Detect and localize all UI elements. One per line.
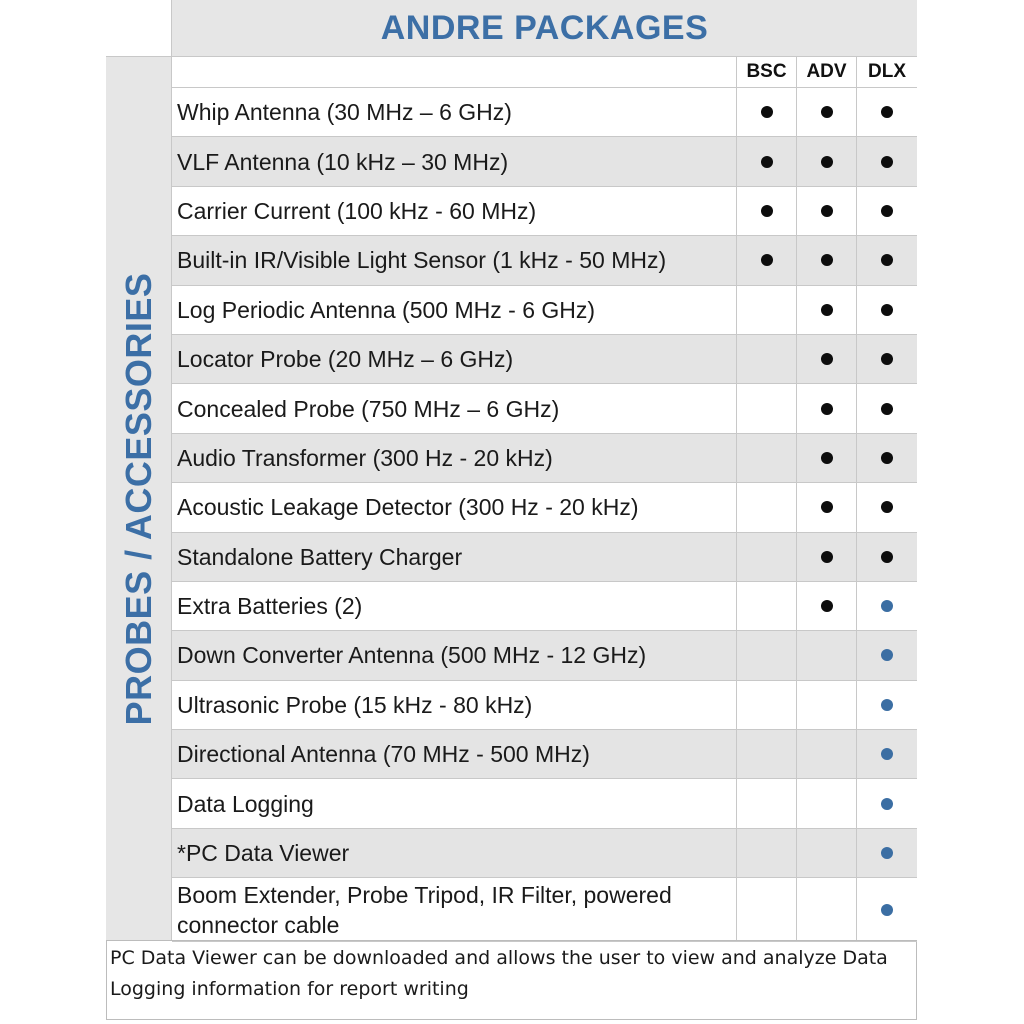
table-row	[172, 681, 917, 730]
included-dot-icon	[761, 254, 773, 266]
package-cell-dlx	[856, 384, 917, 432]
included-dot-icon	[881, 699, 893, 711]
table-row	[172, 878, 917, 942]
package-cell-dlx	[856, 829, 917, 877]
feature-rows	[172, 88, 917, 942]
package-cell-dlx	[856, 631, 917, 679]
package-cell-bsc	[736, 434, 796, 482]
package-cell-adv	[796, 187, 856, 235]
package-cell-bsc	[736, 236, 796, 284]
package-cell-dlx	[856, 582, 917, 630]
included-dot-icon	[881, 353, 893, 365]
package-cell-bsc	[736, 137, 796, 185]
included-dot-icon	[881, 904, 893, 916]
package-cell-dlx	[856, 779, 917, 827]
package-cell-dlx	[856, 88, 917, 136]
included-dot-icon	[881, 798, 893, 810]
included-dot-icon	[821, 106, 833, 118]
package-cell-dlx	[856, 483, 917, 531]
package-cell-adv	[796, 829, 856, 877]
feature-label: Audio Transformer (300 Hz - 20 kHz)	[177, 444, 553, 471]
included-dot-icon	[881, 452, 893, 464]
package-cell-dlx	[856, 533, 917, 581]
feature-label: Carrier Current (100 kHz - 60 MHz)	[177, 197, 537, 224]
feature-label: VLF Antenna (10 kHz – 30 MHz)	[177, 148, 509, 175]
package-cell-dlx	[856, 335, 917, 383]
package-cell-dlx	[856, 187, 917, 235]
feature-label: Boom Extender, Probe Tripod, IR Filter, powered connector cable	[177, 881, 672, 938]
package-cell-adv	[796, 582, 856, 630]
package-cell-bsc	[736, 582, 796, 630]
package-cell-adv	[796, 137, 856, 185]
included-dot-icon	[881, 205, 893, 217]
package-cell-dlx	[856, 730, 917, 778]
table-row	[172, 582, 917, 631]
included-dot-icon	[821, 304, 833, 316]
feature-label: Whip Antenna (30 MHz – 6 GHz)	[177, 99, 512, 126]
package-cell-adv	[796, 88, 856, 136]
package-cell-adv	[796, 335, 856, 383]
table-row	[172, 187, 917, 236]
included-dot-icon	[881, 847, 893, 859]
package-cell-bsc	[736, 88, 796, 136]
included-dot-icon	[881, 254, 893, 266]
column-header-bsc: BSC	[736, 57, 796, 87]
package-cell-bsc	[736, 779, 796, 827]
table-row	[172, 384, 917, 433]
package-cell-adv	[796, 631, 856, 679]
package-cell-dlx	[856, 434, 917, 482]
feature-label: Standalone Battery Charger	[177, 543, 463, 570]
column-header-row	[172, 57, 917, 88]
included-dot-icon	[761, 205, 773, 217]
table-row	[172, 631, 917, 680]
package-cell-adv	[796, 384, 856, 432]
table-row	[172, 483, 917, 532]
table-row	[172, 829, 917, 878]
table-row	[172, 88, 917, 137]
footnote: PC Data Viewer can be downloaded and allows the user to view and analyze Data Logging information for report writing	[106, 940, 917, 1020]
included-dot-icon	[881, 106, 893, 118]
feature-label: Locator Probe (20 MHz – 6 GHz)	[177, 346, 514, 373]
included-dot-icon	[761, 156, 773, 168]
package-cell-adv	[796, 483, 856, 531]
included-dot-icon	[821, 254, 833, 266]
feature-label: *PC Data Viewer	[177, 840, 350, 867]
column-header-dlx: DLX	[856, 57, 917, 87]
package-cell-bsc	[736, 681, 796, 729]
package-cell-adv	[796, 286, 856, 334]
package-cell-bsc	[736, 533, 796, 581]
table-row	[172, 730, 917, 779]
table-row	[172, 335, 917, 384]
feature-label: Ultrasonic Probe (15 kHz - 80 kHz)	[177, 691, 533, 718]
package-cell-dlx	[856, 681, 917, 729]
title-bar	[172, 0, 917, 57]
package-cell-adv	[796, 779, 856, 827]
package-cell-adv	[796, 878, 856, 941]
feature-label: Extra Batteries (2)	[177, 593, 363, 620]
package-cell-adv	[796, 533, 856, 581]
table-row	[172, 779, 917, 828]
package-cell-bsc	[736, 829, 796, 877]
package-cell-dlx	[856, 236, 917, 284]
included-dot-icon	[761, 106, 773, 118]
package-cell-bsc	[736, 878, 796, 941]
category-label: PROBES / ACCESSORIES	[117, 272, 159, 725]
package-cell-adv	[796, 236, 856, 284]
table-row	[172, 236, 917, 285]
included-dot-icon	[821, 501, 833, 513]
included-dot-icon	[881, 156, 893, 168]
included-dot-icon	[881, 403, 893, 415]
feature-label: Data Logging	[177, 790, 314, 817]
table-row	[172, 137, 917, 186]
included-dot-icon	[821, 353, 833, 365]
table-row	[172, 434, 917, 483]
package-cell-bsc	[736, 384, 796, 432]
feature-label: Concealed Probe (750 MHz – 6 GHz)	[177, 395, 560, 422]
package-cell-bsc	[736, 286, 796, 334]
package-cell-bsc	[736, 187, 796, 235]
included-dot-icon	[821, 551, 833, 563]
included-dot-icon	[881, 304, 893, 316]
feature-label: Acoustic Leakage Detector (300 Hz - 20 kHz)	[177, 494, 639, 521]
included-dot-icon	[821, 600, 833, 612]
included-dot-icon	[881, 600, 893, 612]
included-dot-icon	[821, 452, 833, 464]
included-dot-icon	[821, 205, 833, 217]
feature-label: Directional Antenna (70 MHz - 500 MHz)	[177, 741, 590, 768]
package-cell-adv	[796, 681, 856, 729]
package-cell-adv	[796, 730, 856, 778]
package-cell-bsc	[736, 483, 796, 531]
included-dot-icon	[881, 748, 893, 760]
package-cell-bsc	[736, 730, 796, 778]
package-cell-bsc	[736, 631, 796, 679]
package-cell-dlx	[856, 286, 917, 334]
corner-cell	[106, 0, 172, 57]
included-dot-icon	[821, 403, 833, 415]
package-cell-dlx	[856, 878, 917, 941]
included-dot-icon	[881, 551, 893, 563]
table-row	[172, 286, 917, 335]
included-dot-icon	[881, 649, 893, 661]
feature-label: Built-in IR/Visible Light Sensor (1 kHz - 50 MHz)	[177, 247, 667, 274]
included-dot-icon	[821, 156, 833, 168]
package-cell-dlx	[856, 137, 917, 185]
category-column	[106, 57, 172, 940]
page-title: ANDRE PACKAGES	[380, 8, 709, 47]
column-header-adv: ADV	[796, 57, 856, 87]
feature-label: Log Periodic Antenna (500 MHz - 6 GHz)	[177, 296, 596, 323]
feature-label: Down Converter Antenna (500 MHz - 12 GHz)	[177, 642, 647, 669]
table-row	[172, 533, 917, 582]
included-dot-icon	[881, 501, 893, 513]
package-cell-adv	[796, 434, 856, 482]
package-cell-bsc	[736, 335, 796, 383]
